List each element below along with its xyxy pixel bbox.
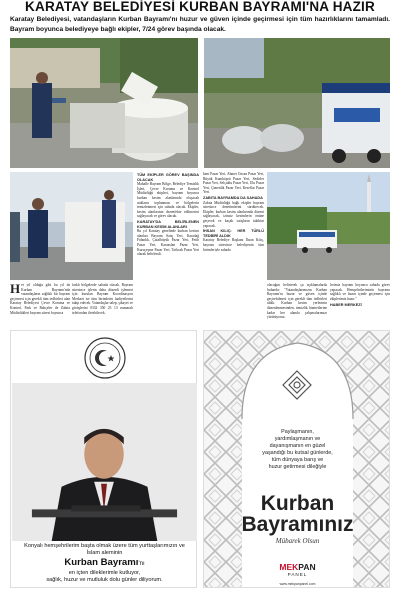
greeting-poem: [244, 429, 351, 471]
subheading: İHSAN KILIÇ: HER TÜRLÜ TEDBİRİ ALDIK: [203, 229, 264, 238]
ad-subtitle: Mübarek Olsun: [275, 537, 320, 545]
mekpan-logo: [270, 563, 325, 579]
photo-containers: [10, 38, 198, 168]
column-text: Bu yıl Karatay genelinde kurban kesimi alanları Bayram Satış Yeri, Karadağ Fidanlık, Çatalhüyük Pazar Yeri, Fetih Pazar Yeri, Karaaslan Pazar Yeri, Kuruçeşme Pazar Yeri, Tatlıcak Pazar Yeri olarak belirlendi.: [137, 229, 199, 257]
parliament-seal-icon: [84, 337, 126, 379]
photo-truck: [204, 38, 390, 168]
ad-title-bayraminiz: Bayramınız: [241, 513, 354, 536]
column-text: kent Pazar Yeri, Ahmet Ozcan Pazar Yeri, Büyük Kumköprü Pazar Yeri, Sedirler Pazar Yeri, Selçuklu Pazar Yeri, Ulu Pazar Yeri, Çimenlik Pazar Yeri, Keseflar Pazar Yeri.: [203, 172, 264, 195]
byline: HABER MERKEZİ: [330, 303, 362, 308]
greeting-suffix: 'nı: [138, 561, 145, 567]
column-text: olacağını belirterek şu açıklamalarda bulundu: "Vatandaşlarımızın Kurban Bayramı'nı huzur ve güven içinde geçirebilmesi için gerekli tüm tedbirleri aldık. Kurban kesim yerlerinin düzenlenmesinden, temizlik hizmetlerine kadar her alanda çalışmalarımızı yürütüyoruz.: [267, 283, 327, 320]
poem-line: Paylaşmanın,: [281, 429, 314, 435]
greeting-message: [19, 543, 190, 584]
column-text: Mahalle Bayram Bölge, Belediye Temizlik İşleri, Çevre Koruma ve Kontrol Müdürlüğü ekipleri, bayram boyunca kurban kesim alanlarında oluşacak atıkların toplanması ve bölgelerin temizlenmesi için sahada olacak. Ekipler, kesim alanlarının dezenfekte edilmesini sağlayacak ve görev alacak.: [137, 182, 199, 219]
poem-line: dayanışmanın en güzel: [269, 443, 326, 449]
holiday-greeting-ad-politician: [10, 330, 197, 588]
article-column-2: [72, 283, 133, 327]
column-text: lerimiz bayram boyunca sahada görev yapacak. Hemşehrilerimizin bayramı sağlıklı ve huzur içinde geçirmesi için ekiplerimiz hazır.": [330, 283, 390, 301]
article-column-3: [137, 172, 199, 327]
subheading: ZABITA BAYRAMDA DA SAHADA: [203, 195, 263, 200]
greeting-line-2: [19, 557, 190, 570]
poem-line: huzur getirmesi dileğiyle: [268, 464, 327, 470]
column-text: farklı bölgelerde sahada olacak. Bayram süresince işlerin daha düzenli işlemesi için kurulan Bayram Koordinasyon Merkezi ise tüm birimlerin faaliyetlerini takip edecek. Vatandaşlar talep, şikayet ve görüşlerini 0332 350 23 13 numaralı telefondan iletebilecek.: [72, 283, 133, 315]
logo-mek: MEK: [279, 562, 299, 572]
greeting-line-1: Konyalı hemşehrilerim başta olmak üzere tüm yurttaşlarımızın ve İslam aleminin: [24, 543, 185, 556]
headline: KARATAY BELEDİYESİ KURBAN BAYRAMI'NA HAZIR: [25, 0, 375, 14]
subheading: KARATAY'DA BELİRLENEN KURBAN KESİM ALANLARI: [137, 219, 199, 229]
logo-pan: PAN: [298, 562, 316, 572]
photo-workers: [10, 172, 133, 280]
greeting-bayram: Kurban Bayramı: [64, 557, 139, 568]
logo-panel: PANEL: [287, 572, 308, 577]
column-text: Zabıta Müdürlüğü bağlı ekipler bayram süresince denetimlerini sürdürecek. Ekipler, kurban kesim alanlarında düzeni sağlayacak, izinsiz kesimlerin önüne geçecek ve kaçak satışların takibini yapacak.: [203, 200, 264, 228]
column-text: er yıl olduğu gibi bu yıl da Kurban Bayramı'nda vatandaşların sağlıklı bir bayram geçirmesi için gerekli tüm tedbirleri alan Karatay Belediyesi Çevre Koruma ve Kontrol, Park ve Bahçeler ile Zabıta Müdürlükleri bayram süresi boyunca: [10, 283, 70, 315]
subheading: TÜM EKİPLER GÖREV BAŞINDA OLACAK: [137, 173, 199, 182]
ad-title-kurban: Kurban: [260, 492, 335, 515]
photo-mosque-street: [267, 172, 390, 280]
dropcap: H: [10, 283, 21, 296]
article-column-5: [267, 283, 327, 327]
holiday-greeting-ad-mekpan: [203, 330, 390, 588]
poem-line: yardımlaşmanın ve: [274, 436, 321, 442]
greeting-line-4: sağlık, huzur ve mutluluk dolu günler diliyorum.: [46, 577, 163, 583]
greeting-line-3: en içten dileklerimle kutluyor,: [68, 570, 141, 576]
politician-photo: [11, 383, 198, 541]
article-column-6: [330, 283, 390, 327]
subheadline: Karatay Belediyesi, vatandaşların Kurban Bayramı'nı huzur ve güven içinde geçirmesi için tüm hazırlıklarını tamamladı. Bayram boyunca belediyeye bağlı ekipler, 7/24 görev başında olacak.: [10, 16, 390, 33]
column-text: Karatay Belediye Başkanı İhsan Kılıç, bayram süresince belediyenin tüm birimleriyle sahada: [203, 238, 264, 252]
website-url: www.mekpanpanel.com: [279, 582, 316, 586]
poem-line: yaşandığı bu kutsal günlerde,: [262, 450, 333, 456]
article-column-1: [10, 283, 70, 327]
article-column-4: [203, 172, 264, 327]
poem-line: tüm dünyaya barış ve: [271, 457, 324, 463]
